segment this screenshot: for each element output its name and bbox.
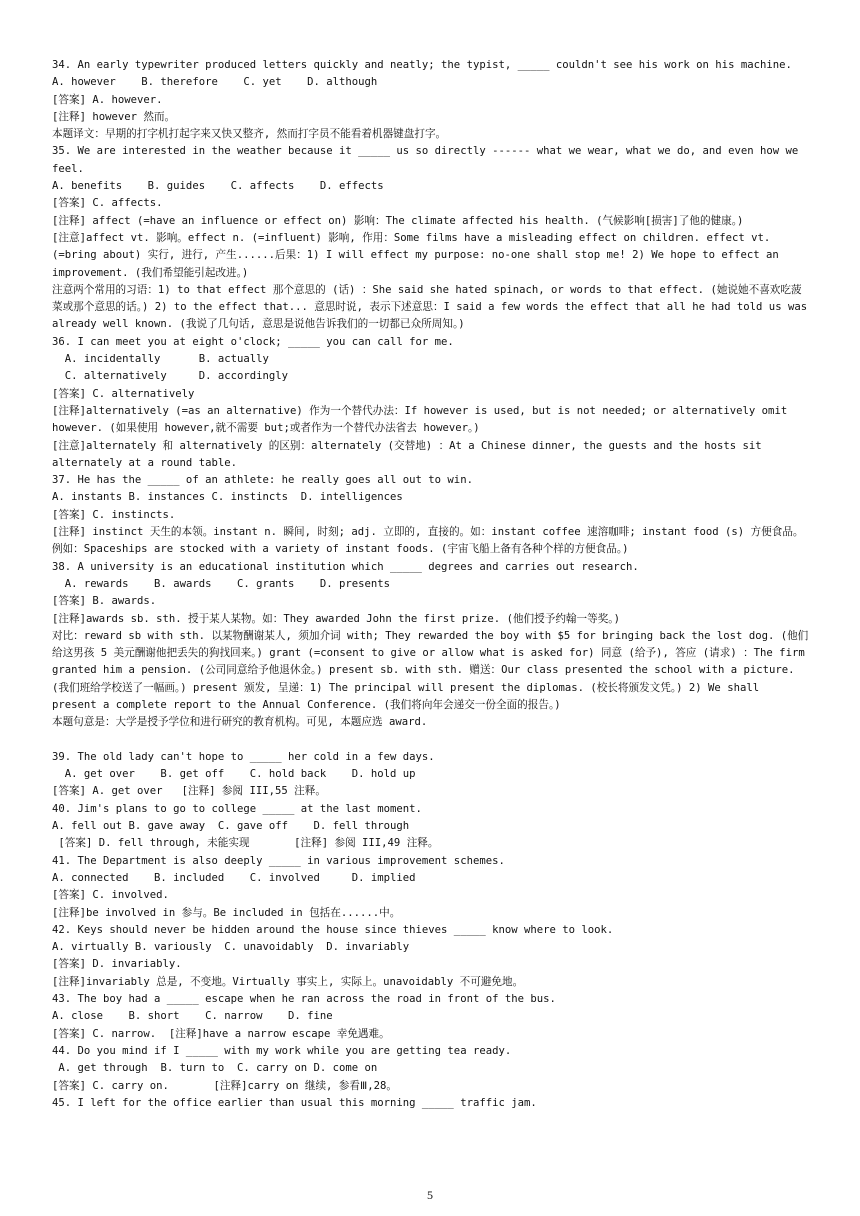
text-line: 43. The boy had a _____ escape when he ran across the road in front of the bus. xyxy=(52,993,556,1006)
text-line: [答案] C. involved. xyxy=(52,889,169,902)
text-line: A. incidentally B. actually xyxy=(52,353,269,366)
document-body xyxy=(52,57,814,1112)
text-line: 本题译文：早期的打字机打起字来又快又整齐, 然而打字员不能看着机器键盘打字。 xyxy=(52,128,447,141)
text-line: [注释] however 然而。 xyxy=(52,110,176,123)
text-line: A. virtually B. variously C. unavoidably D. invariably xyxy=(52,941,410,954)
text-line: A. get through B. turn to C. carry on D. come on xyxy=(52,1062,378,1075)
text-line: 本题句意是：大学是授予学位和进行研究的教育机构。可见, 本题应选 award. xyxy=(52,716,428,729)
text-line: 39. The old lady can't hope to _____ her cold in a few days. xyxy=(52,750,435,763)
text-line: [注释]invariably 总是, 不变地。Virtually 事实上, 实际上。unavoidably 不可避免地。 xyxy=(52,975,524,988)
text-line: A. connected B. included C. involved D. implied xyxy=(52,871,416,884)
text-line: A. fell out B. gave away C. gave off D. fell through xyxy=(52,820,410,833)
text-line: 34. An early typewriter produced letters quickly and neatly; the typist, _____ couldn't see his work on his machine. xyxy=(52,59,792,71)
text-line: A. benefits B. guides C. affects D. effects xyxy=(52,180,384,193)
text-line: 44. Do you mind if I _____ with my work while you are getting tea ready. xyxy=(52,1044,512,1057)
text-line: A. rewards B. awards C. grants D. presents xyxy=(52,577,391,590)
text-line: [答案] C. affects. xyxy=(52,197,163,210)
text-line: [注释] affect (=have an influence or effect on) 影响：The climate affected his health. (气候影响[损害]了他的健康。) xyxy=(52,214,744,227)
text-line: [注意]alternately 和 alternatively 的区别：alternately (交替地) ：At a Chinese dinner, the guests and the hosts sit alternately at a round table. xyxy=(52,439,769,469)
text-line: [答案] D. invariably. xyxy=(52,958,182,971)
text-line: [答案] D. fell through, 未能实现 [注释] 参阅 III,49 注释。 xyxy=(52,837,439,850)
text-line: A. instants B. instances C. instincts D. intelligences xyxy=(52,491,403,504)
text-line: [答案] C. instincts. xyxy=(52,508,176,521)
text-line: [注释]be involved in 参与。Be included in 包括在......中。 xyxy=(52,906,401,919)
text-line: [注释]awards sb. sth. 授于某人某物。如：They awarded John the first prize. (他们授予约翰一等奖。) xyxy=(52,612,620,625)
text-line: A. close B. short C. narrow D. fine xyxy=(52,1010,333,1023)
text-line: [注释]alternatively (=as an alternative) 作为一个替代办法：If however is used, but is not needed; or alternatively omit however. (如果使用 however,就不需要 but;或者作为一个替代办法省去 however。) xyxy=(52,404,794,435)
text-line: 对比：reward sb with sth. 以某物酬谢某人, 须加介词 with; They rewarded the boy with $5 for bringing back the lost dog. (他们给这男孩 5 美元酬谢他把丢失的狗找回来。) grant (=consent to give or allow what is asked for) 同意 (给予), 答应 (请求) ：The firm granted him a pension. (公司同意给予他退休金。) present sb. with sth. 赠送：Our class presented the school with a picture. (我们班给学校送了一幅画。) present 颁发, 呈递：1) The principal will present the diplomas. (校长将颁发文凭。) 2) We shall present a complete report to the Annual Conference. (我们将向年会递交一份全面的报告。) xyxy=(52,629,812,711)
text-line: 38. A university is an educational institution which _____ degrees and carries out research. xyxy=(52,560,639,573)
text-line: 42. Keys should never be hidden around the house since thieves _____ know where to look. xyxy=(52,923,614,936)
text-line: [答案] B. awards. xyxy=(52,595,157,608)
text-line: 35. We are interested in the weather because it _____ us so directly ------ what we wear, what we do, and even how we feel. xyxy=(52,145,805,175)
text-line: [注意]affect vt. 影响。effect n. (=influent) 影响, 作用：Some films have a misleading effect on children. effect vt. (=bring about) 实行, 进行, 产生......后果：1) I will effect my purpose: no-one shall stop me! 2) We hope to effect an improvement. (我们希望能引起改进。) xyxy=(52,231,786,279)
text-line: [答案] C. alternatively xyxy=(52,387,195,400)
page-number: 5 xyxy=(427,1188,433,1202)
text-line: 45. I left for the office earlier than usual this morning _____ traffic jam. xyxy=(52,1096,537,1109)
text-line: 37. He has the _____ of an athlete: he really goes all out to win. xyxy=(52,474,473,487)
text-line: A. however B. therefore C. yet D. although xyxy=(52,76,378,89)
text-line: [答案] A. get over [注释] 参阅 III,55 注释。 xyxy=(52,785,326,798)
text-line: [答案] A. however. xyxy=(52,93,163,106)
text-line: C. alternatively D. accordingly xyxy=(52,370,288,383)
text-line: 40. Jim's plans to go to college _____ at the last moment. xyxy=(52,802,422,815)
text-line xyxy=(52,732,810,749)
text-line: 36. I can meet you at eight o'clock; _____ you can call for me. xyxy=(52,335,454,348)
text-line: [答案] C. narrow. [注释]have a narrow escape 幸免遇难。 xyxy=(52,1027,390,1040)
text-line: A. get over B. get off C. hold back D. hold up xyxy=(52,768,416,781)
text-line: [注释] instinct 天生的本领。instant n. 瞬间, 时刻; adj. 立即的, 直接的。如：instant coffee 速溶咖啡; instant food (s) 方便食品。例如：Spaceships are stocked with a variety of instant foods. (宇宙飞船上备有各种个样的方便食品。) xyxy=(52,526,804,556)
text-line: 41. The Department is also deeply _____ in various improvement schemes. xyxy=(52,854,505,867)
text-line: 注意两个常用的习语：1) to that effect 那个意思的 (话) ：She said she hated spinach, or words to that effect. (她说她不喜欢吃菠菜或那个意思的话。) 2) to the effect that... 意思时说, 表示下述意思：I said a few words the effect that all he had told us was already well known. (我说了几句话, 意思是说他告诉我们的一切都已众所周知。) xyxy=(52,283,814,331)
text-line: [答案] C. carry on. [注释]carry on 继续, 参看Ⅲ,28。 xyxy=(52,1079,398,1092)
